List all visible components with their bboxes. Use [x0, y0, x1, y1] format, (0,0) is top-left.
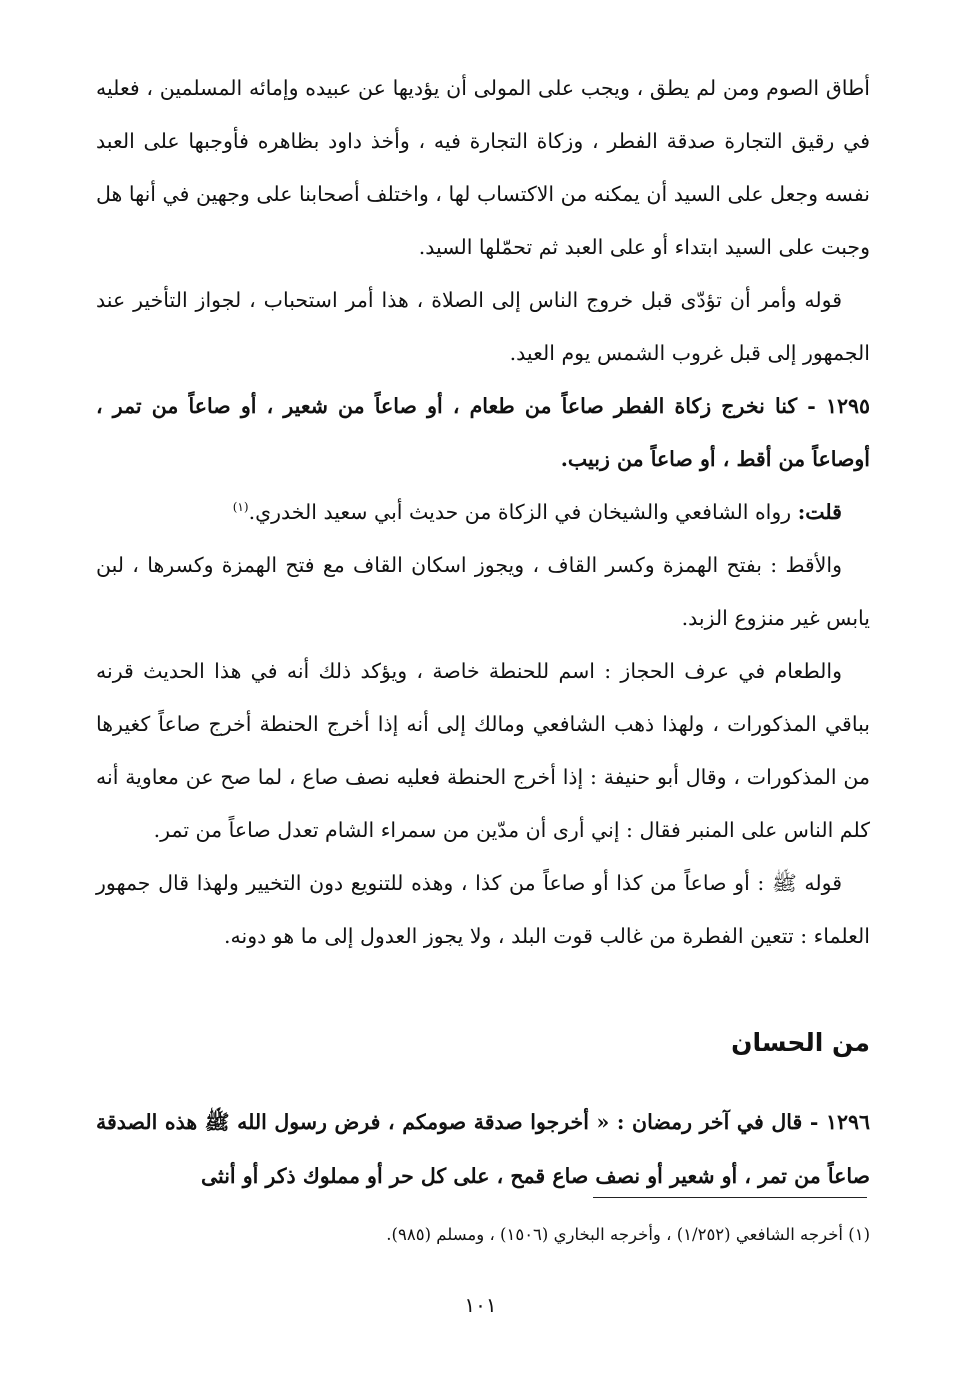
qult-label: قلت: [797, 500, 842, 524]
footnote-divider [593, 1197, 867, 1198]
section-heading: من الحسان [731, 1028, 870, 1057]
paragraph-taam: والطعام في عرف الحجاز : اسم للحنطة خاصة ، ويؤكد ذلك أنه في هذا الحديث قرنه بباقي المذكورات ، ولهذا ذهب الشافعي ومالك إلى أنه إذا أخرج الحنطة أخرج صاعاً كغيرها من المذكورات ، وقال أبو حنيفة : إذا أخرج الحنطة فعليه نصف صاع ، لما صح عن معاوية أنه كلم الناس على المنبر فقال : إني أرى أن مدّين من سمراء الشام تعدل صاعاً من تمر. [96, 659, 870, 842]
paragraph-2: قوله وأمر أن تؤدّى قبل خروج الناس إلى الصلاة ، هذا أمر استحباب ، لجواز التأخير عند الجمهور إلى قبل غروب الشمس يوم العيد. [96, 288, 870, 365]
qult-text: رواه الشافعي والشيخان في الزكاة من حديث أبي سعيد الخدري. [248, 500, 798, 524]
main-text [96, 62, 870, 963]
paragraph-qawluhu: قوله ﷺ : أو صاعاً من كذا أو صاعاً من كذا ، وهذه للتنويع دون التخيير ولهذا قال جمهور العلماء : تتعين الفطرة من غالب قوت البلد ، ولا يجوز العدول إلى ما هو دونه. [96, 871, 870, 948]
hadith-1296: ١٢٩٦ - قال في آخر رمضان : « أخرجوا صدقة صومكم ، فرض رسول الله ﷺ هذه الصدقة صاعاً من تمر ، أو شعير أو نصف صاع قمح ، على كل حر أو مملوك ذكر أو أنثى [96, 1109, 870, 1188]
paragraph-qult [96, 486, 870, 539]
paragraph-1: أطاق الصوم ومن لم يطق ، ويجب على المولى أن يؤديها عن عبيده وإمائه المسلمين ، فعليه في رقيق التجارة صدقة الفطر ، وزكاة التجارة فيه ، وأخذ داود بظاهره فأوجبها على العبد نفسه وجعل على السيد أن يمكنه من الاكتساب لها ، واختلف أصحابنا على وجهين في أنها هل وجبت على السيد ابتداء أو على العبد ثم تحمّلها السيد. [96, 76, 870, 259]
footnote-marker: (١) [232, 500, 249, 515]
hadith-1295: ١٢٩٥ - كنا نخرج زكاة الفطر صاعاً من طعام ، أو صاعاً من شعير ، أو صاعاً من تمر ، أوصاعاً من أقط ، أو صاعاً من زبيب. [96, 394, 870, 471]
page-number: ١٠١ [464, 1293, 497, 1317]
footnote: (١) أخرجه الشافعي (١/٢٥٢) ، وأخرجه البخاري (١٥٠٦) ، ومسلم (٩٨٥). [386, 1225, 870, 1244]
paragraph-aqt: والأقط : بفتح الهمزة وكسر القاف ، ويجوز اسكان القاف مع فتح الهمزة وكسرها ، لبن يابس غير منزوع الزبد. [96, 553, 870, 630]
